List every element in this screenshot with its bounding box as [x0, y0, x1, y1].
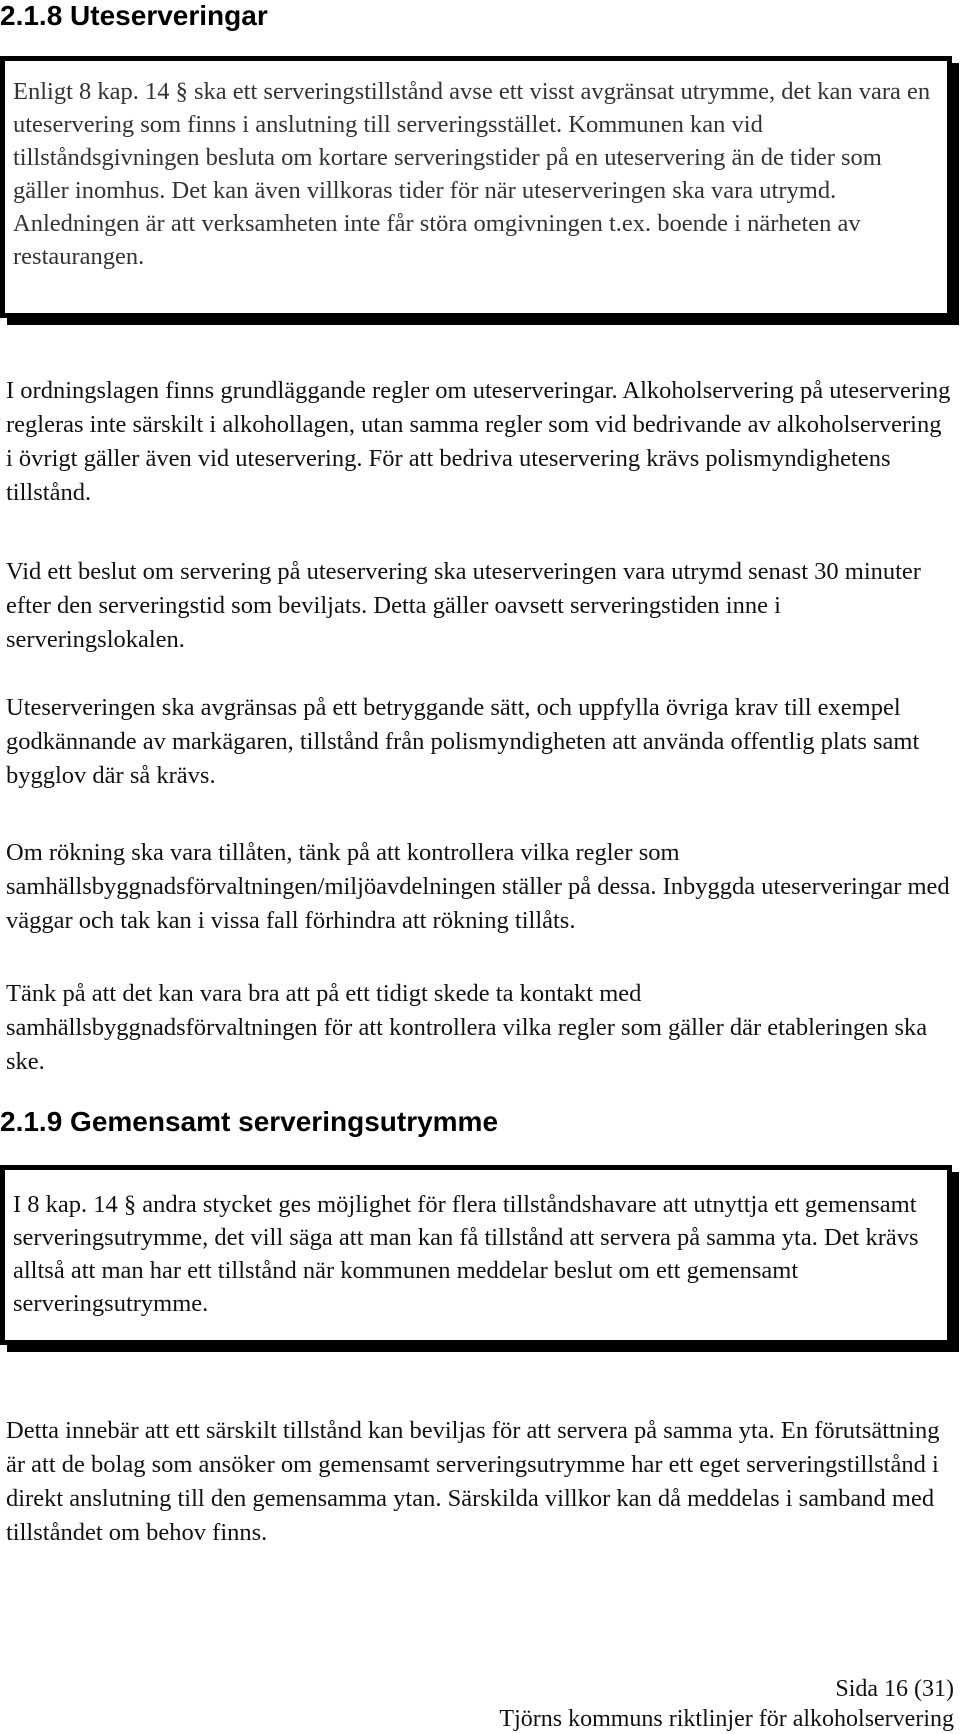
legal-text-box — [0, 56, 952, 318]
legal-text-box — [0, 1165, 952, 1345]
paragraph: Om rökning ska vara tillåten, tänk på att kontrollera vilka regler som samhällsbyggnadsförvaltningen/miljöavdelningen ställer på dessa. Inbyggda uteserveringar med väggar och tak kan i vissa fall förhindra att rökning tillåts. — [6, 839, 950, 934]
legal-text: I 8 kap. 14 § andra stycket ges möjlighet för flera tillståndshavare att utnyttja ett gemensamt serveringsutrymme, det vill säga att man kan få tillstånd att servera på samma yta. Det krävs alltså att man har ett tillstånd när kommunen meddelar beslut om ett gemensamt serveringsutrymme. — [13, 1191, 919, 1317]
paragraph: Detta innebär att ett särskilt tillstånd kan beviljas för att servera på samma yta. En förutsättning är att de bolag som ansöker om gemensamt serveringsutrymme har ett eget serveringstillstånd i direkt anslutning till den gemensamma ytan. Särskilda villkor kan då meddelas i samband med tillståndet om behov finns. — [6, 1417, 940, 1546]
section-heading-gemensamt-serveringsutrymme: 2.1.9 Gemensamt serveringsutrymme — [0, 1106, 499, 1137]
paragraph: Vid ett beslut om servering på uteservering ska uteserveringen vara utrymd senast 30 minuter efter den serveringstid som beviljats. Detta gäller oavsett serveringstiden inne i serveringslokalen. — [6, 558, 921, 653]
paragraph: Tänk på att det kan vara bra att på ett tidigt skede ta kontakt med samhällsbyggnadsförvaltningen för att kontrollera vilka regler som gäller där etableringen ska ske. — [6, 980, 928, 1075]
page-number: Sida 16 (31) — [835, 1676, 954, 1702]
legal-text: Enligt 8 kap. 14 § ska ett serveringstillstånd avse ett visst avgränsat utrymme, det kan vara en uteservering som finns i anslutning till serveringsstället. Kommunen kan vid tillståndsgivningen besluta om kortare serveringstider på en uteservering än de tider som gäller inomhus. Det kan även villkoras tider för när uteserveringen ska vara utrymd. Anledningen är att verksamheten inte får störa omgivningen t.ex. boende i närheten av restaurangen. — [13, 78, 931, 270]
section-heading-uteserveringar: 2.1.8 Uteserveringar — [0, 0, 268, 31]
paragraph: I ordningslagen finns grundläggande regler om uteserveringar. Alkoholservering på uteservering regleras inte särskilt i alkohollagen, utan samma regler som vid bedrivande av alkoholservering i övrigt gäller även vid uteservering. För att bedriva uteservering krävs polismyndighetens tillstånd. — [6, 377, 951, 506]
paragraph: Uteserveringen ska avgränsas på ett betryggande sätt, och uppfylla övriga krav till exempel godkännande av markägaren, tillstånd från polismyndigheten att använda offentlig plats samt bygglov där så krävs. — [6, 694, 920, 789]
footer-document-title: Tjörns kommuns riktlinjer för alkoholservering — [499, 1706, 954, 1732]
